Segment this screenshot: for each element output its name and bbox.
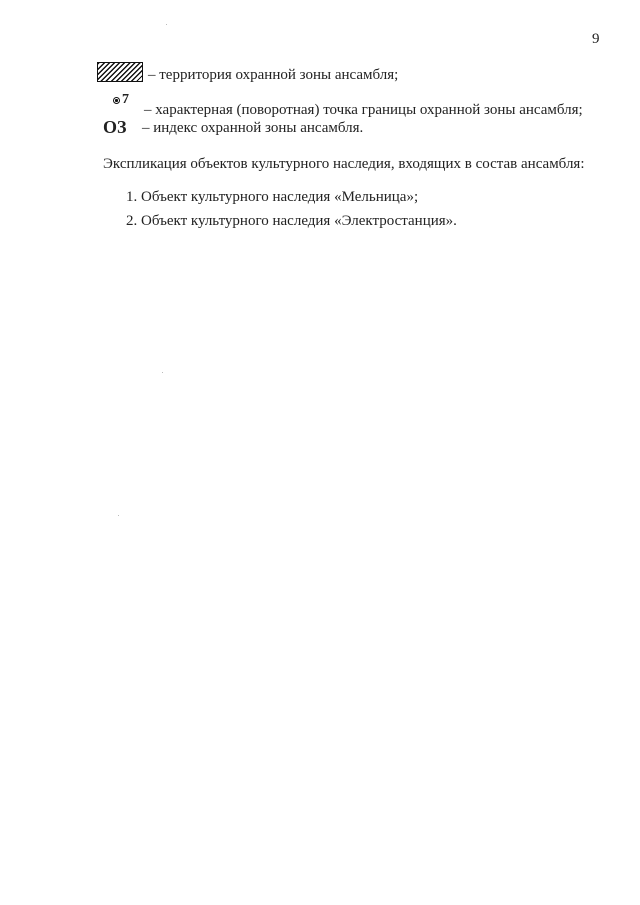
scan-speck (118, 515, 119, 516)
zone-index-legend-label: – индекс охранной зоны ансамбля. (142, 120, 364, 136)
hatched-area-symbol (97, 62, 143, 82)
explication-item-1: 1. Объект культурного наследия «Мельница»; (126, 189, 419, 205)
boundary-point-icon (113, 97, 120, 104)
explication-item-2: 2. Объект культурного наследия «Электростанция». (126, 213, 457, 229)
zone-index-code: ОЗ (103, 117, 127, 137)
hatch-legend-label: – территория охранной зоны ансамбля; (148, 67, 399, 83)
page-number: 9 (592, 31, 600, 47)
boundary-point-number: 7 (122, 92, 129, 107)
boundary-point-symbol (113, 93, 129, 107)
scan-speck (162, 372, 163, 373)
explication-heading: Экспликация объектов культурного наследия, входящих в состав ансамбля: (103, 156, 585, 172)
scan-speck (166, 24, 167, 25)
point-legend-label: – характерная (поворотная) точка границы охранной зоны ансамбля; (144, 102, 583, 118)
